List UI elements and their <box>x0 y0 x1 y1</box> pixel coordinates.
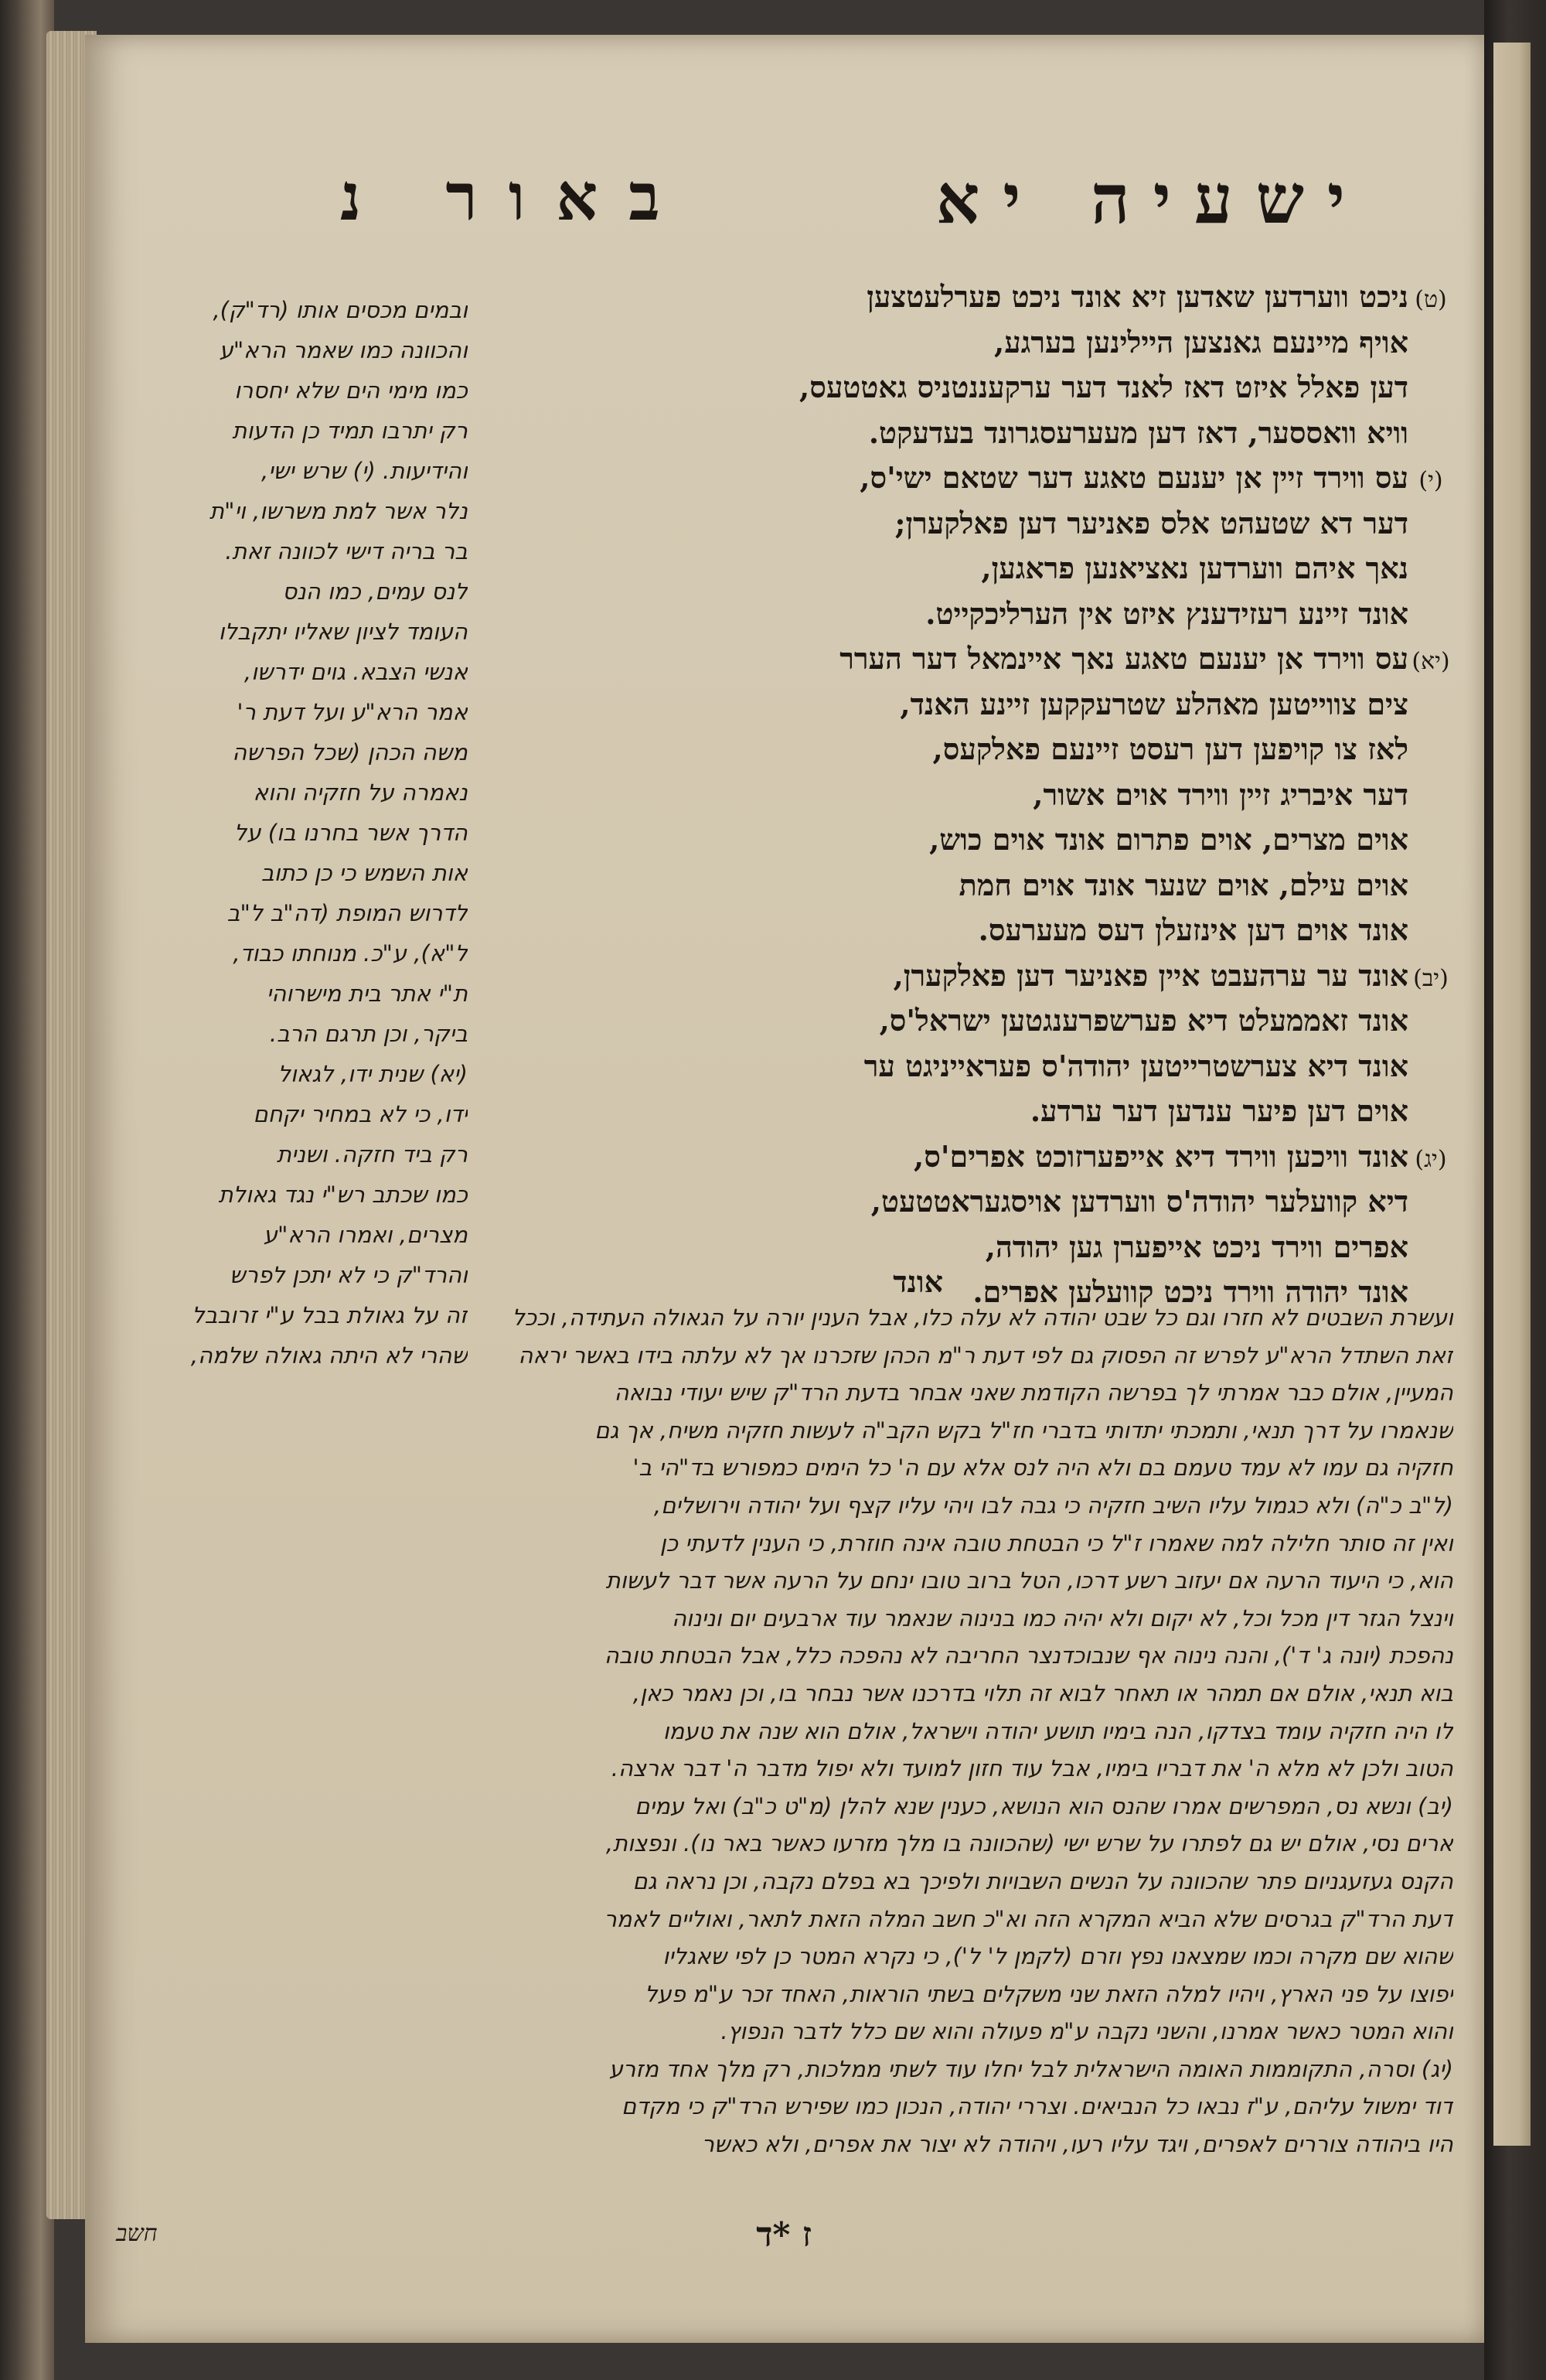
commentary-line: והידיעות. (י) שרש ישי, <box>261 458 468 484</box>
header-commentary-title: באור נ <box>340 159 691 235</box>
commentary-line: שהרי לא היתה גאולה שלמה, <box>190 1342 468 1369</box>
commentary-line: בוא תנאי, אולם אם תמהר או תאחר לבוא זה תלוי בדרכנו אשר נבחר בו, וכן נאמר כאן, <box>632 1679 1453 1707</box>
commentary-line: ואין זה סותר חלילה למה שאמרו ז"ל כי הבטחת טובה אינה חוזרת, כי הענין לדעתי כן <box>659 1529 1453 1557</box>
verse-line <box>765 817 1453 863</box>
commentary-line: המעיין, אולם כבר אמרתי לך בפרשה הקודמת שאני אבחר בדעת הרד"ק שיש יעודי נבואה <box>614 1379 1453 1407</box>
commentary-line: (יב) ונשא נס, המפרשים אמרו שהנס הוא הנושא, כענין שנא להלן (מ"ט כ"ב) ואל עמים <box>635 1792 1453 1819</box>
commentary-line: הוא, כי היעוד הרעה אם יעזוב רשע דרכו, הטל ברוב טובו ינחם על הרעה אשר דבר לעשות <box>605 1567 1453 1594</box>
commentary-line: רק יתרבו תמיד כן הדעות <box>232 418 468 444</box>
commentary-line: אות השמש כי כן כתוב <box>261 860 468 886</box>
commentary-line: לו היה חזקיה עומד בצדקו, הנה בימיו תושע יהודה וישראל, אולם הוא שנה את טעמו <box>662 1717 1453 1744</box>
verse-text: אונד דיא צערשטרייטען יהודה'ס פעראייניגט ער <box>863 1048 1408 1083</box>
verse-line <box>765 1044 1453 1089</box>
commentary-line: ארים נסי, אולם יש גם לפתרו על שרש ישי (שהכוונה בו מלך מזרעו כאשר באר נו). ונפצות, <box>605 1830 1453 1857</box>
verse-text: אונד וויכען ווירד דיא אייפערזוכט אפרים'ס, <box>914 1138 1408 1174</box>
verse-line <box>765 636 1453 682</box>
verse-line <box>765 863 1453 909</box>
commentary-line: אנשי הצבא. גוים ידרשו, <box>243 659 468 685</box>
verse-number: (ט) <box>1415 286 1447 313</box>
commentary-line: העומד לציון שאליו יתקבלו <box>218 619 468 645</box>
commentary-line: בר בריה דישי לכוונה זאת. <box>225 538 468 564</box>
commentary-line: שהוא שם מקרה וכמו שמצאנו נפץ וזרם (לקמן ל' ל'), כי נקרא המטר כן לפי שאגליו <box>662 1943 1453 1970</box>
commentary-line: ביקר, וכן תרגם הרב. <box>269 1021 468 1047</box>
verse-number: (יב) <box>1413 964 1449 992</box>
verse-line <box>765 772 1453 818</box>
commentary-line: שנאמרו על דרך תנאי, ותמכתי יתדותי בדברי חז"ל בקש הקב"ה לעשות חזקיה משיח, אך גם <box>594 1417 1453 1444</box>
verse-text: דער דא שטעהט אלס פאניער דען פאלקערן; <box>894 505 1408 540</box>
verse-number: (י) <box>1418 467 1443 494</box>
commentary-line: נאמרה על חזקיה והוא <box>253 779 468 806</box>
verse-line <box>765 1225 1453 1270</box>
commentary-full-width <box>104 1299 1453 2163</box>
verse-line <box>765 365 1453 411</box>
verse-text: דען פאלל איזט דאז לאנד דער ערקעננטניס גאטטעס, <box>799 370 1408 404</box>
commentary-line: כמו מימי הים שלא יחסרו <box>234 377 468 404</box>
commentary-line: וינצל הגזר דין מכל וכל, לא יקום ולא יהיה כמו בנינוה שנאמר עוד ארבעים יום ונינוה <box>672 1604 1453 1632</box>
commentary-line: ת"י אתר בית מישרוהי <box>266 980 468 1007</box>
commentary-line: דוד ימשול עליהם, ע"ז נבאו כל הנביאים. וצררי יהודה, הנכון כמו שפירש הרד"ק כי מקדם <box>621 2093 1453 2120</box>
commentary-line: והרד"ק כי לא יתכן לפרש <box>230 1262 468 1288</box>
verse-line <box>765 501 1453 547</box>
commentary-column <box>104 290 468 1376</box>
verse-line <box>765 1134 1453 1180</box>
verse-text: צים צווייטען מאהלע שטרעקקען זיינע האנד, <box>900 686 1408 721</box>
header-title: ישעיה יא <box>935 159 1368 239</box>
commentary-line: יפוצו על פני הארץ, ויהיו למלה הזאת שני משקלים בשתי הוראות, האחד זכר ע"מ פעל <box>645 1980 1453 2007</box>
commentary-line: דעת הרד"ק בגרסים שלא הביא המקרא הזה וא"כ חשב המלה הזאת לתאר, ואוליים לאמר <box>604 1905 1453 1932</box>
verse-line <box>765 411 1453 456</box>
verse-line <box>765 455 1453 501</box>
verse-text: אונד זאממעלט דיא פערשפרענגטען ישראל'ס, <box>879 1003 1408 1038</box>
verse-text: לאז צו קויפען דען רעסט זיינעם פאלקעס, <box>932 731 1408 766</box>
verse-line <box>765 1179 1453 1225</box>
commentary-line: והוא המטר כאשר אמרנו, והשני נקבה ע"מ פעולה והוא שם כלל לדבר הנפוץ. <box>720 2018 1453 2045</box>
commentary-line: זה על גאולת בבל ע"י זרובבל <box>192 1302 468 1328</box>
verse-line <box>765 682 1453 728</box>
verse-line <box>765 727 1453 772</box>
verse-line <box>765 1089 1453 1134</box>
verse-line <box>765 320 1453 366</box>
commentary-line: מצרים, ואמרו הרא"ע <box>263 1222 468 1248</box>
verse-line <box>765 546 1453 592</box>
verse-line <box>765 998 1453 1044</box>
commentary-line: הקנס געזעגניום פתר שהכוונה על הנשים השבויות ולפיכך בא בפלם נקבה, וכן נראה גם <box>632 1867 1453 1894</box>
verse-text: אויף מיינעם גאנצען היילינען בערגע, <box>994 324 1408 360</box>
commentary-line: ל"א), ע"כ. מנוחתו כבוד, <box>233 940 468 967</box>
verse-text: דיא קוועלער יהודה'ס ווערדען אויסגעראטטעט, <box>870 1184 1408 1219</box>
commentary-line: (יג) וסרה, התקוממות האומה הישראלית לבל יחלו עוד לשתי ממלכות, רק מלך אחד מזרע <box>608 2055 1453 2082</box>
verse-line <box>765 592 1453 637</box>
commentary-line: (יא) שנית ידו, לגאול <box>278 1061 468 1087</box>
verse-text: דער איבריג זיין ווירד אוים אשור, <box>1033 776 1408 812</box>
verse-text: אונד זיינע רעזידענץ איזט אין הערליכקייט. <box>925 595 1408 631</box>
commentary-line: ועשרת השבטים לא חזרו וגם כל שבט יהודה לא עלה כלו, אבל הענין יורה על הגאולה העתידה, וככל <box>512 1304 1453 1331</box>
commentary-line: רק ביד חזקה. ושנית <box>276 1141 468 1168</box>
commentary-line: אמר הרא"ע ועל דעת ר' <box>237 699 468 725</box>
verse-text: אוים דען פיער ענדען דער ערדע. <box>1030 1093 1408 1128</box>
commentary-line: (ל"ב כ"ה) ולא כגמול עליו השיב חזקיה כי גבה לבו ויהי עליו קצף ועל יהודה וירושלים, <box>653 1492 1453 1519</box>
commentary-line: ידו, כי לא במחיר יקחם <box>253 1101 468 1127</box>
verse-number: (יג) <box>1415 1145 1447 1173</box>
verse-text: אפרים ווירד ניכט אייפערן גען יהודה, <box>985 1229 1408 1264</box>
verse-line <box>765 908 1453 953</box>
running-header <box>340 159 1438 251</box>
commentary-line: משה הכהן (שכל הפרשה <box>232 739 468 765</box>
commentary-line: לדרוש המופת (דה"ב ל"ב <box>226 900 468 926</box>
verse-text: וויא וואססער, דאז דען מעערעסגרונד בעדעקט. <box>868 414 1408 450</box>
commentary-line: חזקיה גם עמו לא עמד טעמם בם ולא היה לנס אלא עם ה' כל הימים כמפורש בד"הי ב' <box>632 1454 1453 1482</box>
commentary-line: הדרך אשר בחרנו בו) על <box>233 820 468 846</box>
commentary-line: היו ביהודה צוררים לאפרים, ויגד עליו רעו, ויהודה לא יצור את אפרים, ולא כאשר <box>701 2131 1453 2158</box>
verse-text: אונד יהודה ווירד ניכט קוועלען אפרים. <box>972 1274 1408 1309</box>
verse-text: עס ווירד אן יענעם טאגע נאך איינמאל דער הערר <box>839 641 1408 676</box>
commentary-line: נלר אשר למת משרשו, וי"ת <box>209 498 468 524</box>
commentary-line: הטוב ולכן לא מלא ה' את דבריו בימיו, אבל עוד חזון למועד ולא יפול מדבר ה' דבר ארצה. <box>611 1755 1453 1782</box>
commentary-line: ובמים מכסים אותו (רד"ק), <box>213 297 468 323</box>
verse-text: אונד ער ערהעבט איין פאניער דען פאלקערן, <box>893 957 1408 993</box>
translation-column <box>765 274 1453 1315</box>
commentary-line: זאת השתדל הרא"ע לפרש זה הפסוק גם לפי דעת ר"מ הכהן שזכרנו אך לא עלתה בידו באשר יראה <box>518 1342 1453 1369</box>
verse-text: אונד אוים דען אינזעלן דעס מעערעס. <box>978 912 1408 947</box>
verse-number: (יא) <box>1411 648 1450 675</box>
verse-line <box>765 274 1453 320</box>
commentary-line: כמו שכתב רש"י נגד גאולת <box>218 1181 468 1208</box>
verse-line <box>765 953 1453 999</box>
verse-text: אוים מצרים, אוים פתרום אונד אוים כוש, <box>929 822 1408 857</box>
page-footer <box>104 2215 1453 2262</box>
commentary-line: נהפכת (יונה ג' ד'), והנה נינוה אף שנבוכדנצר החריבה לא נהפכה כלל, אבל הבטחת טובה <box>604 1642 1453 1669</box>
verse-text: עס ווירד זיין אן יענעם טאגע דער שטאם ישי'ס, <box>860 460 1408 495</box>
catchword-column: אונד <box>893 1264 943 1299</box>
book-page <box>85 35 1484 2343</box>
signature-mark: ז *ד <box>756 2215 812 2255</box>
commentary-line: לנס עמים, כמו הנס <box>282 578 468 605</box>
verse-text: אוים עילם, אוים שנער אונד אוים חמת <box>959 867 1408 902</box>
catchword-bottom: חשב <box>116 2220 158 2247</box>
verse-text: נאך איהם ווערדען נאציאנען פראגען, <box>981 551 1408 585</box>
verse-text: ניכט ווערדען שאדען זיא אונד ניכט פערלעטצען <box>867 279 1408 314</box>
next-leaf-edge <box>1493 43 1531 2146</box>
commentary-line: והכוונה כמו שאמר הרא"ע <box>219 337 468 363</box>
